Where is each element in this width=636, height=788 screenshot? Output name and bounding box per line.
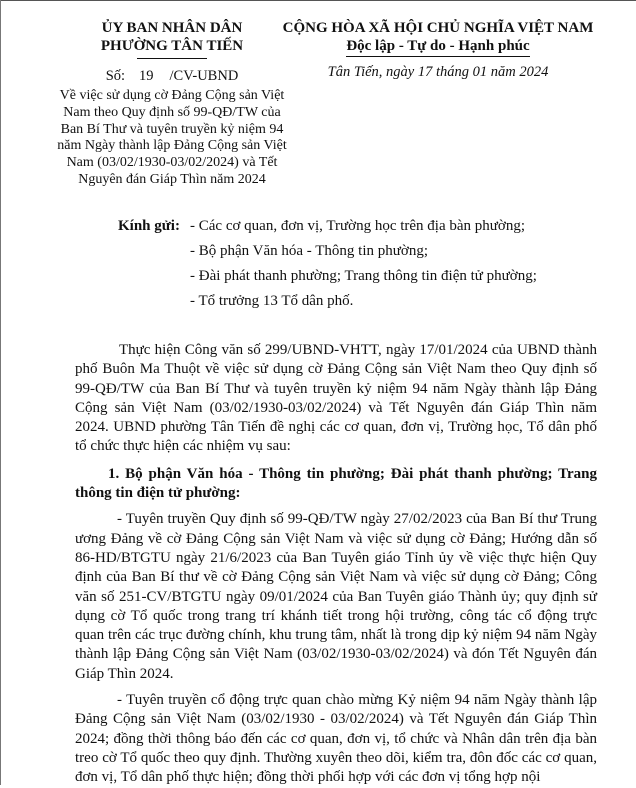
section-item: - Tuyên truyền Quy định số 99-QĐ/TW ngày 27/02/2023 của Ban Bí thư Trung ương Đảng về cờ Đảng Cộng sản Việt Nam và việc sử dụng cờ Đảng; Hướng dẫn số 86-HD/BTGTU ngày 21/6/2023 của Ban Tuyên giáo Tỉnh ủy về việc thực hiện Quy định của Ban Bí thư về cờ Đảng Cộng sản Việt Nam và việc sử dụng cờ Đảng; Công văn số 251-CV/BTGTU ngày 09/01/2024 của Ban Tuyên giáo Thành ủy; quy định sử dụng cờ Tổ quốc trong trang trí khánh tiết trong hội trường, công tác cổ động trực quan trên các trục đường chính, khu trung tâm, nhất là trong dịp kỷ niệm 94 năm Ngày thành lập Đảng Cộng sản Việt Nam (03/02/1930-03/02/2024) và đón Tết Nguyên đán Giáp Thìn 2024. xyxy=(75,511,597,682)
nation-title: CỘNG HÒA XÃ HỘI CHỦ NGHĨA VIỆT NAM xyxy=(282,20,594,36)
recipients-label: Kính gửi: xyxy=(118,218,180,234)
doc-number-suffix: /CV-UBND xyxy=(169,68,239,84)
recipient-row xyxy=(118,291,598,316)
page-border-left xyxy=(0,0,1,785)
page-border-top xyxy=(0,0,636,1)
doc-number-value: 19 xyxy=(139,68,154,84)
issuer-underline xyxy=(137,58,207,59)
recipient-item: - Tổ trưởng 13 Tổ dân phố. xyxy=(190,293,354,309)
recipient-row xyxy=(118,241,598,266)
section-heading: 1. Bộ phận Văn hóa - Thông tin phường; Đài phát thanh phường; Trang thông tin điện tử phường: xyxy=(75,465,597,502)
recipient-item: - Đài phát thanh phường; Trang thông tin điện tử phường; xyxy=(190,268,537,284)
recipient-row xyxy=(118,216,598,241)
intro-paragraph: Thực hiện Công văn số 299/UBND-VHTT, ngày 17/01/2024 của UBND thành phố Buôn Ma Thuột về việc sử dụng cờ Đảng Cộng sản Việt Nam theo Quy định số 99-QĐ/TW của Ban Bí Thư và tuyên truyền kỷ niệm 94 năm Ngày thành lập Đảng Cộng sản Việt Nam (03/02/1930-03/02/2024) và Tết Nguyên đán Giáp Thìn năm 2024. UBND phường Tân Tiến đề nghị các cơ quan, đơn vị, Trường học, Tổ dân phố tổ chức thực hiện các nhiệm vụ sau: xyxy=(75,342,597,455)
recipient-item: - Bộ phận Văn hóa - Thông tin phường; xyxy=(190,243,428,259)
recipient-item: - Các cơ quan, đơn vị, Trường học trên địa bàn phường; xyxy=(190,218,526,234)
organization-unit: PHƯỜNG TÂN TIẾN xyxy=(100,38,244,54)
national-motto: Độc lập - Tự do - Hạnh phúc xyxy=(346,37,529,57)
document-number xyxy=(52,67,292,85)
recipients-block xyxy=(118,216,598,316)
national-header xyxy=(280,20,596,81)
section-item: - Tuyên truyền cổ động trực quan chào mừng Kỷ niệm 94 năm Ngày thành lập Đảng Cộng sản Việt Nam (03/02/1930 - 03/02/2024) và Tết Nguyên đán Giáp Thìn 2024; đồng thời thông báo đến các cơ quan, đơn vị, tổ chức và Nhân dân trên địa bàn treo cờ Tổ quốc theo quy định. Thường xuyên theo dõi, kiểm tra, đôn đốc các cơ quan, đơn vị, Tổ dân phố thực hiện; đồng thời phối hợp với các đơn vị tổng hợp nội xyxy=(75,692,597,786)
document-body xyxy=(75,341,597,788)
organization-name: ỦY BAN NHÂN DÂN xyxy=(101,20,243,36)
issuer-block xyxy=(52,20,292,189)
place-date-line: Tân Tiến, ngày 17 tháng 01 năm 2024 xyxy=(327,64,549,80)
recipient-row xyxy=(118,266,598,291)
subject-summary: Về việc sử dụng cờ Đảng Cộng sản Việt Nam theo Quy định số 99-QĐ/TW của Ban Bí Thư và tuyên truyền kỷ niệm 94 năm Ngày thành lập Đảng Cộng sản Việt Nam (03/02/1930-03/02/2024) và Tết Nguyên đán Giáp Thìn năm 2024 xyxy=(57,88,287,187)
doc-number-label: Số: xyxy=(105,68,126,84)
